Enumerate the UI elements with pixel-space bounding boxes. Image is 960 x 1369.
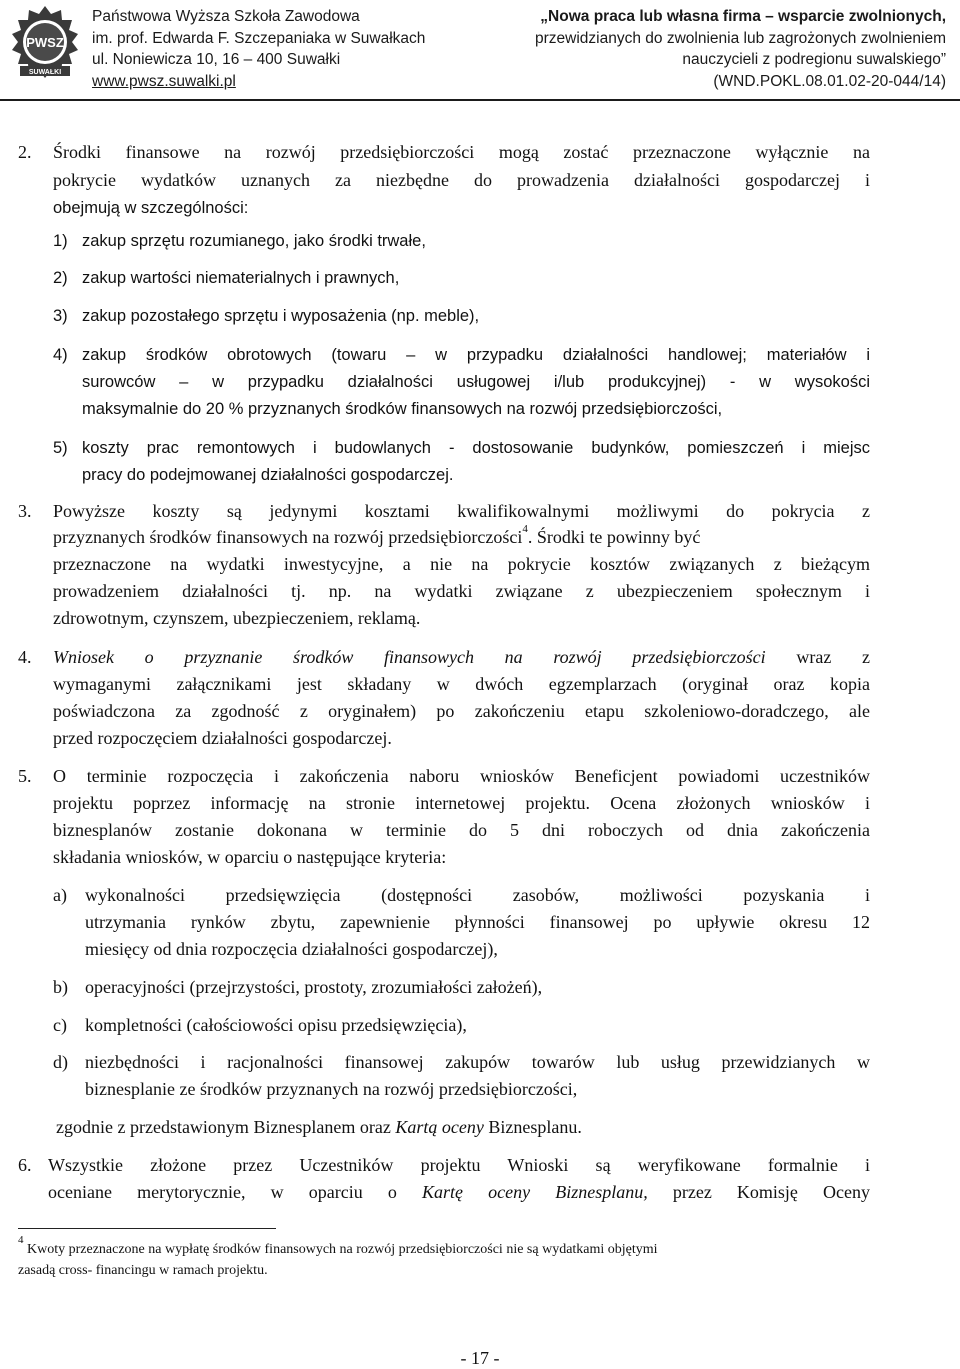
header-divider — [0, 99, 960, 101]
section-text-part: Biznesplanu. — [488, 1117, 582, 1137]
footnote-mark: 4 — [18, 1234, 24, 1247]
list-item: zakup wartości niematerialnych i prawnych, — [82, 269, 400, 287]
form-title: Wniosek o przyznanie środków finansowych na rozwój przedsiębiorczości — [53, 647, 766, 667]
section-text: składania wniosków, w oparciu o następujące kryteria: — [53, 847, 447, 867]
institution-name: Państwowa Wyższa Szkoła Zawodowa — [92, 8, 360, 25]
section-closing — [56, 1116, 582, 1138]
list-item: utrzymania rynków zbytu, zapewnienie płynności finansowej po upływie okresu 12 — [85, 912, 870, 932]
section-text: pokrycie wydatków uznanych za niezbędne do prowadzenia działalności gospodarczej i — [53, 170, 870, 190]
section-number: 6. — [18, 1155, 32, 1175]
institution-info — [92, 6, 425, 92]
section-number: 4. — [18, 647, 32, 667]
section-text: przeznaczone na wydatki inwestycyjne, a nie na pokrycie kosztów związanych z bieżącym — [53, 554, 870, 574]
list-item: zakup pozostałego sprzętu i wyposażenia (np. meble), — [82, 307, 480, 325]
section-text: O terminie rozpoczęcia i zakończenia naboru wniosków Beneficjent powiadomi uczestników — [53, 766, 870, 786]
list-marker: d) — [53, 1052, 68, 1072]
section-text-part: oceniane merytorycznie, w oparciu o — [48, 1182, 397, 1202]
section-text: biznesplanów zostanie dokonana w terminie do 5 dni roboczych od dnia zakończenia — [53, 820, 870, 840]
list-item: miesięcy od dnia rozpoczęcia działalności gospodarczej), — [85, 939, 498, 959]
section-text — [48, 1181, 870, 1203]
section-text: poświadczona za zgodność z oryginałem) po zakończeniu etapu szkoleniowo-doradczego, ale — [53, 701, 870, 721]
section-text: projektu poprzez informację na stronie internetowej projektu. Ocena złożonych wniosków i — [53, 793, 870, 813]
list-marker: c) — [53, 1015, 67, 1035]
list-marker: 4) — [53, 346, 68, 364]
section-text: Środki finansowe na rozwój przedsiębiorczości mogą zostać przeznaczone wyłącznie na — [53, 142, 870, 162]
section-text: Powyższe koszty są jedynymi kosztami kwalifikowalnymi możliwymi do pokrycia z — [53, 501, 870, 521]
footnote-text: Kwoty przeznaczone na wypłatę środków finansowych na rozwój przedsiębiorczości nie są wydatkami objętymi — [27, 1242, 658, 1257]
list-marker: 5) — [53, 439, 68, 457]
project-title-line2: przewidzianych do zwolnienia lub zagrożonych zwolnieniem — [535, 29, 946, 47]
list-item: pracy do podejmowanej działalności gospodarczej. — [82, 466, 454, 484]
footnote-divider — [18, 1228, 276, 1229]
list-item: operacyjności (przejrzystości, prostoty, zrozumiałości założeń), — [85, 977, 543, 997]
section-text-part: przyznanych środków finansowych na rozwój przedsiębiorczości — [53, 527, 523, 547]
list-marker: a) — [53, 885, 67, 905]
section-text: prowadzeniem działalności tj. np. na wydatki związane z ubezpieczeniem społecznym i — [53, 581, 870, 601]
section-text-part: wraz z — [796, 647, 870, 667]
section-text: wymaganymi załącznikami jest składany w dwóch egzemplarzach (oryginał oraz kopia — [53, 674, 870, 694]
section-text — [53, 523, 701, 548]
section-number: 5. — [18, 766, 32, 786]
section-number: 2. — [18, 142, 32, 162]
footnote-reference: 4 — [522, 523, 528, 535]
list-marker: 1) — [53, 232, 68, 250]
list-item: maksymalnie do 20 % przyznanych środków finansowych na rozwój przedsiębiorczości, — [82, 400, 723, 418]
list-item: biznesplanie ze środków przyznanych na rozwój przedsiębiorczości, — [85, 1079, 578, 1099]
list-item: surowców – w przypadku działalności usługowej i/lub produkcyjnej) - w wysokości — [82, 373, 870, 391]
section-text-part: . Środki te powinny być — [527, 527, 701, 547]
pwsz-logo — [6, 4, 84, 84]
form-title: Kartę oceny Biznesplanu, — [422, 1182, 648, 1202]
svg-text:SUWAŁKI: SUWAŁKI — [28, 69, 62, 76]
institution-patron: im. prof. Edwarda F. Szczepaniaka w Suwałkach — [92, 29, 426, 47]
form-title: Kartą oceny — [395, 1117, 484, 1137]
section-text: zdrowotnym, czynszem, ubezpieczeniem, reklamą. — [53, 608, 421, 628]
section-text: obejmują w szczególności: — [53, 199, 249, 217]
section-number: 3. — [18, 501, 32, 521]
footnote-text: zasadą cross- financingu w ramach projektu. — [18, 1263, 268, 1278]
list-marker: b) — [53, 977, 68, 997]
section-text: Wszystkie złożone przez Uczestników projektu Wnioski są weryfikowane formalnie i — [48, 1155, 870, 1175]
list-item: koszty prac remontowych i budowlanych - dostosowanie budynków, pomieszczeń i miejsc — [82, 439, 870, 457]
list-item: kompletności (całościowości opisu przedsięwzięcia), — [85, 1015, 467, 1035]
project-info — [476, 6, 946, 92]
list-marker: 3) — [53, 307, 68, 325]
institution-address: ul. Noniewicza 10, 16 – 400 Suwałki — [92, 51, 341, 68]
list-item: niezbędności i racjonalności finansowej zakupów towarów lub usług przewidzianych w — [85, 1052, 870, 1072]
section-text-part: przez Komisję Oceny — [672, 1182, 871, 1202]
institution-website-link[interactable]: www.pwsz.suwalki.pl — [92, 72, 236, 90]
list-marker: 2) — [53, 269, 68, 287]
list-item: wykonalności przedsięwzięcia (dostępności zasobów, możliwości pozyskania i — [85, 885, 870, 905]
project-title-line1: „Nowa praca lub własna firma – wsparcie zwolnionych, — [540, 8, 946, 25]
page-header — [0, 0, 960, 100]
project-title-line3: nauczycieli z podregionu suwalskiego” — [682, 51, 946, 68]
section-text-part: zgodnie z przedstawionym Biznesplanem oraz — [56, 1117, 391, 1137]
section-text: przed rozpoczęciem działalności gospodarczej. — [53, 728, 392, 748]
page-number: - 17 - — [460, 1348, 500, 1368]
section-text — [53, 646, 870, 668]
footnote — [18, 1234, 658, 1259]
project-code: (WND.POKL.08.01.02-20-044/14) — [713, 72, 946, 90]
list-item: zakup środków obrotowych (towaru – w przypadku działalności handlowej; materiałów i — [82, 346, 870, 364]
list-item: zakup sprzętu rozumianego, jako środki trwałe, — [82, 232, 426, 250]
svg-text:PWSZ: PWSZ — [26, 35, 64, 50]
